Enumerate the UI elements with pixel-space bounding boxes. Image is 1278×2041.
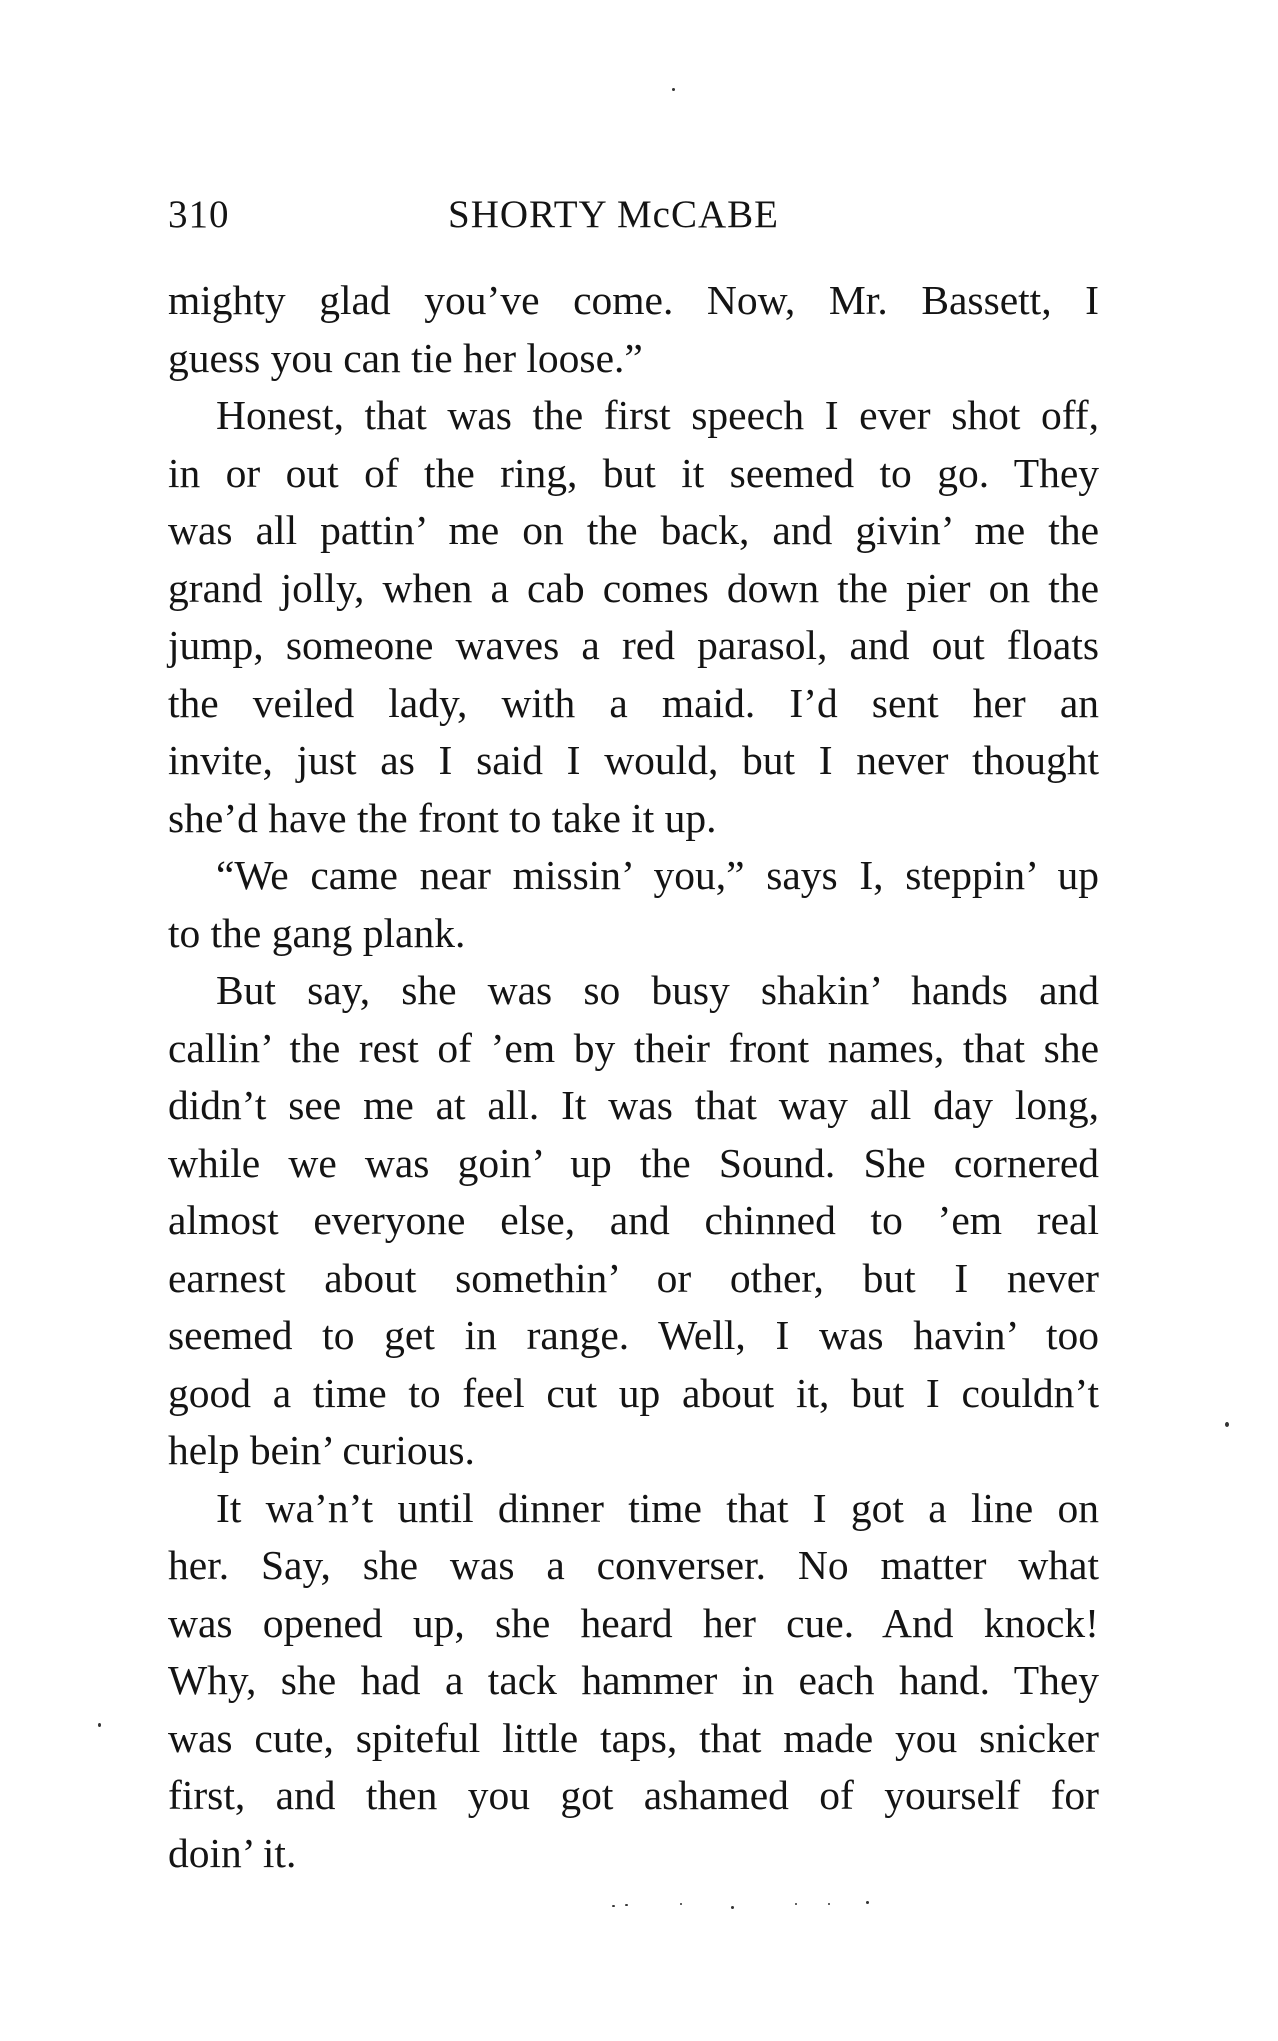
- text-line: was opened up, she heard her cue. And knock!: [168, 1599, 1099, 1646]
- text-line: mighty glad you’ve come. Now, Mr. Bassett, I: [168, 277, 1099, 323]
- page-header: [168, 185, 1099, 245]
- text-line: grand jolly, when a cab comes down the pier on the: [168, 564, 1099, 611]
- scan-speck: [680, 1903, 682, 1905]
- text-line: Honest, that was the first speech I ever shot off,: [216, 392, 1099, 438]
- page-number: 310: [168, 193, 230, 236]
- text-line: was cute, spiteful little taps, that made you snicker: [168, 1714, 1099, 1761]
- text-line: It wa’n’t until dinner time that I got a line on: [216, 1484, 1099, 1531]
- scan-speck: [625, 1904, 628, 1906]
- text-line: almost everyone else, and chinned to ’em real: [168, 1197, 1099, 1243]
- text-line: didn’t see me at all. It was that way all day long,: [168, 1082, 1099, 1128]
- text-line: callin’ the rest of ’em by their front names, that she: [168, 1024, 1099, 1071]
- text-line: first, and then you got ashamed of yourself for: [168, 1772, 1099, 1818]
- text-line: to the gang plank.: [168, 909, 466, 956]
- text-line: “We came near missin’ you,” says I, steppin’ up: [216, 852, 1099, 898]
- text-line: her. Say, she was a converser. No matter what: [168, 1542, 1099, 1588]
- text-line: good a time to feel cut up about it, but I couldn’t: [168, 1369, 1099, 1416]
- text-line: Why, she had a tack hammer in each hand. They: [168, 1657, 1099, 1703]
- scan-speck: [866, 1901, 869, 1904]
- scan-speck: [731, 1906, 734, 1909]
- scan-speck: [828, 1903, 830, 1905]
- body-text: [168, 272, 1099, 1882]
- text-line: the veiled lady, with a maid. I’d sent her an: [168, 679, 1099, 726]
- text-line: was all pattin’ me on the back, and givin’ me the: [168, 507, 1099, 553]
- scan-speck: [98, 1723, 101, 1727]
- running-title: SHORTY McCABE: [448, 193, 779, 236]
- text-line: while we was goin’ up the Sound. She cornered: [168, 1139, 1099, 1186]
- text-line: she’d have the front to take it up.: [168, 794, 717, 841]
- paragraph: [168, 1480, 1099, 1883]
- text-line: invite, just as I said I would, but I never thought: [168, 737, 1099, 783]
- text-line: But say, she was so busy shakin’ hands and: [216, 967, 1099, 1013]
- text-line: jump, someone waves a red parasol, and out floats: [168, 622, 1099, 668]
- text-line: doin’ it.: [168, 1829, 297, 1876]
- text-line: guess you can tie her loose.”: [168, 334, 643, 381]
- text-line: in or out of the ring, but it seemed to go. They: [168, 449, 1099, 496]
- text-line: seemed to get in range. Well, I was havin’ too: [168, 1312, 1099, 1358]
- text-line: earnest about somethin’ or other, but I never: [168, 1254, 1099, 1301]
- scan-speck: [1225, 1422, 1229, 1427]
- paragraph: [168, 387, 1099, 847]
- paragraph: [168, 847, 1099, 962]
- scan-speck: [672, 88, 675, 91]
- text-line: help bein’ curious.: [168, 1427, 475, 1473]
- scan-speck: [612, 1905, 615, 1907]
- paragraph: [168, 272, 1099, 387]
- scan-speck: [795, 1903, 797, 1905]
- paragraph: [168, 962, 1099, 1480]
